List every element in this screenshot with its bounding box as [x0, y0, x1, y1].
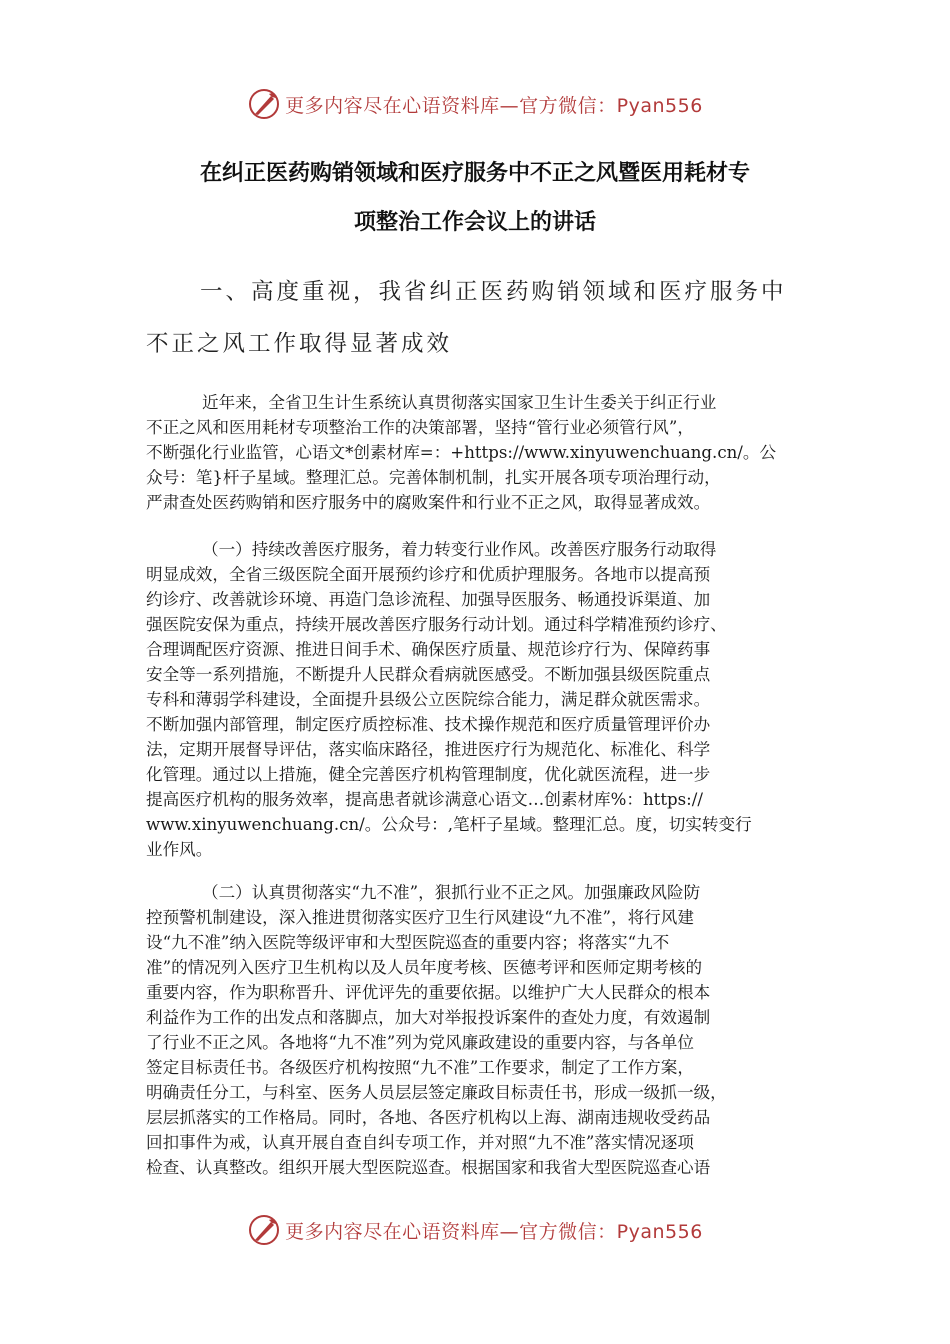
paragraph-line: 不正之风和医用耗材专项整治工作的决策部署，坚持“管行业必须管行风”，	[146, 418, 694, 437]
paragraph-line: 检查、认真整改。组织开展大型医院巡查。根据国家和我省大型医院巡查心语	[146, 1158, 711, 1177]
watermark-text: 更多内容尽在心语资料库—官方微信：Pyan556	[285, 1220, 703, 1243]
paragraph-line: 签定目标责任书。各级医疗机构按照“九不准”工作要求，制定了工作方案，	[146, 1058, 694, 1077]
paragraph-line: 化管理。通过以上措施，健全完善医疗机构管理制度，优化就医流程，进一步	[146, 765, 711, 784]
paragraph-line: 约诊疗、改善就诊环境、再造门急诊流程、加强导医服务、畅通投诉渠道、加	[146, 590, 711, 609]
paragraph-line: 重要内容，作为职称晋升、评优评先的重要依据。以维护广大人民群众的根本	[146, 983, 711, 1002]
top-watermark-banner	[0, 84, 950, 124]
paragraph-line: 强医院安保为重点，持续开展改善医疗服务行动计划。通过科学精准预约诊疗、	[146, 615, 727, 634]
paragraph-line: 合理调配医疗资源、推进日间手术、确保医疗质量、规范诊疗行为、保障药事	[146, 640, 711, 659]
paragraph-line: 设“九不准”纳入医院等级评审和大型医院巡查的重要内容；将落实“九不	[146, 933, 670, 952]
paragraph-line: 利益作为工作的出发点和落脚点，加大对举报投诉案件的查处力度，有效遏制	[146, 1008, 711, 1027]
paragraph-line: 法，定期开展督导评估，落实临床路径，推进医疗行为规范化、标准化、科学	[146, 740, 711, 759]
document-title-line-2: 项整治工作会议上的讲话	[353, 210, 596, 235]
paragraph-line: 层层抓落实的工作格局。同时，各地、各医疗机构以上海、湖南违规收受药品	[146, 1108, 711, 1127]
paragraph-line: 控预警机制建设，深入推进贯彻落实医疗卫生行风建设“九不准”，将行风建	[146, 908, 694, 927]
paragraph-intro	[146, 390, 810, 515]
paragraph-line: 回扣事件为戒，认真开展自查自纠专项工作，并对照“九不准”落实情况逐项	[146, 1133, 694, 1152]
paragraph-line: 近年来，全省卫生计生系统认真贯彻落实国家卫生计生委关于纠正行业	[202, 393, 717, 412]
paragraph-line: 提高医疗机构的服务效率，提高患者就诊满意心语文…创素材库%：https://	[146, 790, 703, 809]
paragraph-line: 不断强化行业监管，心语文*创素材库=：+https://www.xinyuwenchuang.cn/。公	[146, 443, 777, 462]
section-heading-line-2: 不正之风工作取得显著成效	[146, 331, 453, 357]
bottom-watermark-banner	[0, 1210, 950, 1250]
paragraph-line: 专科和薄弱学科建设，全面提升县级公立医院综合能力，满足群众就医需求。	[146, 690, 711, 709]
section-heading	[146, 266, 816, 370]
quill-logo-icon	[247, 87, 281, 121]
quill-logo-icon	[247, 1213, 281, 1247]
paragraph-line: 明确责任分工，与科室、医务人员层层签定廉政目标责任书，形成一级抓一级，	[146, 1083, 727, 1102]
paragraph-line: 准”的情况列入医疗卫生机构以及人员年度考核、医德考评和医师定期考核的	[146, 958, 703, 977]
paragraph-line: 安全等一系列措施，不断提升人民群众看病就医感受。不断加强县级医院重点	[146, 665, 711, 684]
section-heading-line-1: 一、高度重视，我省纠正医药购销领域和医疗服务中	[200, 279, 787, 305]
paragraph-line: 明显成效，全省三级医院全面开展预约诊疗和优质护理服务。各地市以提高预	[146, 565, 711, 584]
paragraph-line: （二）认真贯彻落实“九不准”，狠抓行业不正之风。加强廉政风险防	[202, 883, 701, 902]
paragraph-line: 了行业不正之风。各地将“九不准”列为党风廉政建设的重要内容，与各单位	[146, 1033, 694, 1052]
paragraph-improve-medical-service	[146, 537, 810, 862]
paragraph-line: 严肃查处医药购销和医疗服务中的腐败案件和行业不正之风，取得显著成效。	[146, 493, 711, 512]
watermark-text: 更多内容尽在心语资料库—官方微信：Pyan556	[285, 94, 703, 117]
document-title-line-1: 在纠正医药购销领域和医疗服务中不正之风暨医用耗材专	[199, 161, 750, 186]
paragraph-line: （一）持续改善医疗服务，着力转变行业作风。改善医疗服务行动取得	[202, 540, 717, 559]
paragraph-nine-prohibitions	[146, 880, 810, 1180]
paragraph-line: 业作风。	[146, 840, 213, 859]
paragraph-line: 不断加强内部管理，制定医疗质控标准、技术操作规范和医疗质量管理评价办	[146, 715, 711, 734]
paragraph-line: www.xinyuwenchuang.cn/。公众号：,笔杆子星域。整理汇总。度，切实转变行	[146, 815, 752, 834]
paragraph-line: 众号：笔}杆子星域。整理汇总。完善体制机制，扎实开展各项专项治理行动，	[146, 468, 721, 487]
